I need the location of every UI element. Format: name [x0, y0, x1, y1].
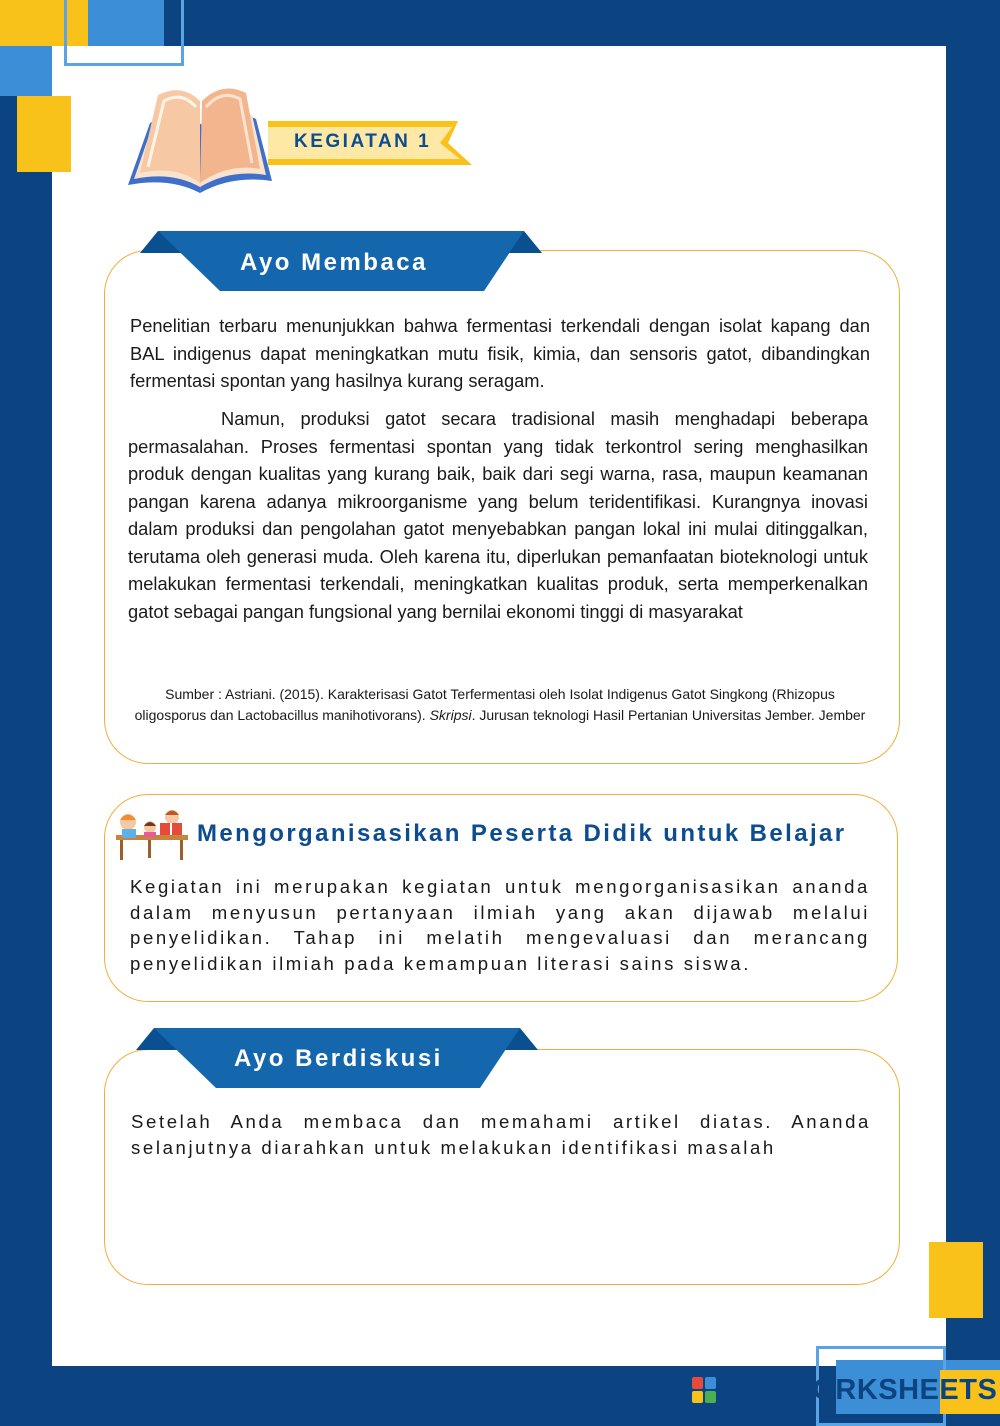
liveworksheets-brand[interactable]: LIVEWORKSHEETS	[718, 1374, 998, 1406]
decor-square-yellow	[929, 1242, 983, 1318]
reading-title: Ayo Membaca	[240, 249, 428, 276]
reading-paragraph-2: Namun, produksi gatot secara tradisional masih menghadapi beberapa permasalahan. Proses fermentasi spontan yang tidak terkontrol sering menghasilkan produk dengan kualitas yang kurang baik, baik dari segi warna, rasa, maupun keamanan pangan karena adanya mikroorganisme yang belum teridentifikasi. Kurangnya inovasi dalam produksi dan pengolahan gatot menyebabkan pangan lokal ini mulai ditinggalkan, terutama oleh generasi muda. Oleh karena itu, diperlukan pemanfaatan bioteknologi untuk melakukan fermentasi terkendali, meningkatkan kualitas produk, serta memperkenalkan gatot sebagai pangan fungsional yang bernilai ekonomi tinggi di masyarakat	[128, 408, 868, 622]
decor-outline-frame	[64, 0, 184, 66]
open-book-icon	[120, 85, 280, 197]
decor-square-blue	[0, 46, 52, 96]
source-text: Sumber : Astriani. (2015). Karakterisasi Gatot Terfermentasi oleh Isolat Indigenus Gatot Singkong (Rhizopus oligosporus dan Lactobacillus manihotivorans).	[134, 686, 835, 723]
reading-source-citation	[128, 684, 872, 725]
source-italic: Skripsi	[429, 706, 472, 723]
students-reading-icon	[114, 805, 190, 861]
reading-paragraph-1: Penelitian terbaru menunjukkan bahwa fermentasi terkendali dengan isolat kapang dan BAL indigenus dapat meningkatkan mutu fisik, kimia, dan sensoris gatot, dibandingkan fermentasi spontan yang hasilnya kurang seragam.	[130, 315, 870, 391]
decor-square-yellow	[17, 96, 71, 172]
organize-text: Kegiatan ini merupakan kegiatan untuk mengorganisasikan ananda dalam menyusun pertanyaan ilmiah yang akan dijawab melalui penyelidikan. Tahap ini melatih mengevaluasi dan merancang penyelidikan ilmiah pada kemampuan literasi sains siswa.	[130, 876, 870, 974]
source-text-end: . Jurusan teknologi Hasil Pertanian Universitas Jember. Jember	[471, 706, 866, 723]
liveworksheets-logo-icon	[692, 1377, 716, 1403]
discussion-text: Setelah Anda membaca dan memahami artikel diatas. Ananda selanjutnya diarahkan untuk melakukan identifikasi masalah	[131, 1111, 871, 1158]
organize-title: Mengorganisasikan Peserta Didik untuk Belajar	[197, 820, 847, 847]
activity-label: KEGIATAN 1	[294, 131, 432, 152]
discussion-title: Ayo Berdiskusi	[234, 1045, 443, 1072]
